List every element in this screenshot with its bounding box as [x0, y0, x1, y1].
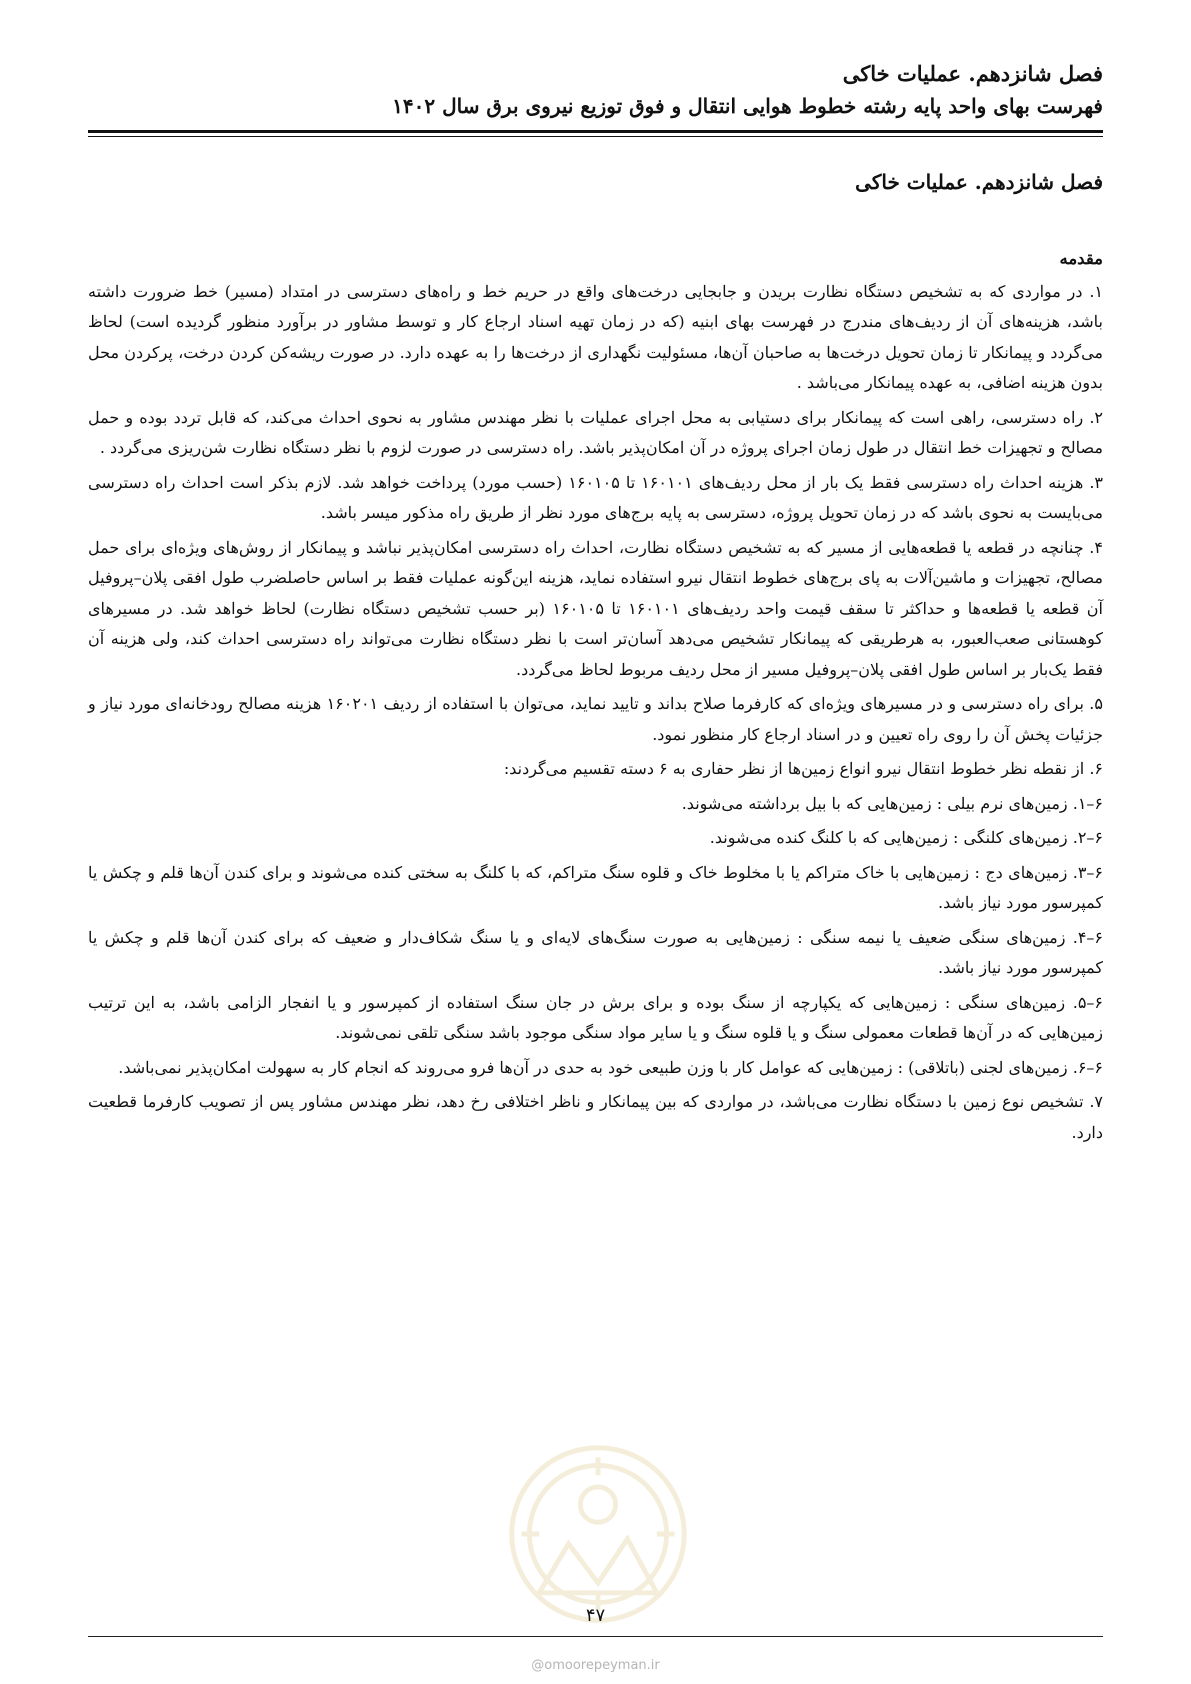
paragraph-7: ۷. تشخیص نوع زمین با دستگاه نظارت می‌باشد، در مواردی که بین پیمانکار و ناظر اختلافی رخ دهد، نظر مهندس مشاور پس از تصویب کارفرما قطعیت دارد. [88, 1092, 1104, 1142]
watermark-handle: @omoorepeyman.ir [531, 1658, 660, 1673]
watermark-seal-icon [500, 1436, 696, 1632]
paragraph-6-4: ۶–۴. زمین‌های سنگی ضعیف یا نیمه سنگی : زمین‌هایی به صورت سنگ‌های لایه‌ای و یا سنگ شکاف‌دار و ضعیف که برای کندن آن‌ها قلم و چکش یا کمپرسور مورد نیاز باشد. [88, 927, 1103, 977]
paragraph-5: ۵. برای راه دسترسی و در مسیرهای ویژه‌ای که کارفرما صلاح بداند و تایید نماید، می‌توان با استفاده از ردیف ۱۶۰۲۰۱ هزینه مصالح رودخانه‌ای مورد نیاز و جزئیات پخش آن را روی راه تعیین و در اسناد ارجاع کار منظور نمود. [88, 694, 1103, 744]
paragraph-3: ۳. هزینه احداث راه دسترسی فقط یک بار از محل ردیف‌های ۱۶۰۱۰۱ تا ۱۶۰۱۰۵ (حسب مورد) پرداخت خواهد شد. لازم بذکر است احداث راه دسترسی می‌بایست به نحوی باشد که در زمان تحویل پروژه، دسترسی به پایه برج‌های مورد نظر از طریق راه مذکور میسر باشد. [88, 472, 1103, 522]
paragraph-6-6: ۶–۶. زمین‌های لجنی (باتلاقی) : زمین‌هایی که عوامل کار با وزن طبیعی خود به حدی در آن‌ها فرو می‌روند که انجام کار به سهولت امکان‌پذیر نمی‌باشد. [118, 1057, 1103, 1077]
footer-rule [88, 1636, 1103, 1637]
page-number: ۴۷ [585, 1605, 606, 1626]
paragraph-6-5: ۶–۵. زمین‌های سنگی : زمین‌هایی که یکپارچه از سنگ بوده و برای برش در جان سنگ استفاده از کمپرسور و یا انفجار الزامی باشد، به این ترتیب زمین‌هایی که در آن‌ها قطعات معمولی سنگ و یا قلوه سنگ و یا سایر مواد سنگی موجود باشد سنگی تلقی نمی‌شوند. [88, 992, 1103, 1042]
body-content [88, 244, 1103, 1152]
paragraph-6-1: ۶–۱. زمین‌های نرم بیلی : زمین‌هایی که با بیل برداشته می‌شوند. [681, 793, 1103, 813]
paragraph-4: ۴. چنانچه در قطعه یا قطعه‌هایی از مسیر که به تشخیص دستگاه نظارت، احداث راه دسترسی امکان‌پذیر نباشد و پیمانکار از روش‌های ویژه‌ای برای حمل مصالح، تجهیزات و ماشین‌آلات به پای برج‌های خطوط انتقال نیرو استفاده نماید، هزینه این‌گونه عملیات فقط بر اساس حاصلضرب طول افقی پلان–پروفیل آن قطعه یا قطعه‌ها و حداکثر تا سقف قیمت واحد ردیف‌های ۱۶۰۱۰۱ تا ۱۶۰۱۰۵ (بر حسب تشخیص دستگاه نظارت) لحاظ خواهد شد. در مسیرهای کوهستانی صعب‌العبور، به هرطریقی که پیمانکار تشخیص می‌دهد آسان‌تر است با نظر دستگاه نظارت می‌تواند راه دسترسی احداث کند، ولی هزینه آن فقط یک‌بار بر اساس طول افقی پلان–پروفیل مسیر از محل ردیف مربوط لحاظ می‌گردد. [88, 537, 1104, 679]
paragraph-2: ۲. راه دسترسی، راهی است که پیمانکار برای دستیابی به محل اجرای عملیات با نظر مهندس مشاور به نحوی احداث می‌کند، که قابل تردد بوده و حمل مصالح و تجهیزات خط انتقال در طول زمان اجرای پروژه در آن امکان‌پذیر باشد. راه دسترسی در صورت لزوم با نظر دستگاه نظارت شن‌ریزی می‌گردد . [88, 407, 1103, 457]
intro-heading: مقدمه [1059, 249, 1103, 268]
header-rule-thin [88, 136, 1103, 137]
chapter-title: فصل شانزدهم. عملیات خاکی [855, 170, 1103, 194]
page-header [88, 58, 1103, 122]
paragraph-6-3: ۶–۳. زمین‌های دج : زمین‌هایی با خاک متراکم یا با مخلوط خاک و قلوه سنگ متراکم، که با کلنگ به سختی کنده می‌شوند و برای کندن آن‌ها قلم و چکش یا کمپرسور مورد نیاز باشد. [88, 862, 1103, 912]
paragraph-6-2: ۶–۲. زمین‌های کلنگی : زمین‌هایی که با کلنگ کنده می‌شوند. [709, 828, 1103, 847]
header-rule-thick [88, 130, 1103, 133]
header-document-title: فهرست بهای واحد پایه رشته خطوط هوایی انتقال و فوق توزیع نیروی برق سال ۱۴۰۲ [392, 94, 1103, 118]
header-chapter-label: فصل شانزدهم. عملیات خاکی [842, 61, 1103, 86]
paragraph-1: ۱. در مواردی که به تشخیص دستگاه نظارت بریدن و جابجایی درخت‌های واقع در حریم خط و راه‌های دسترسی در امتداد (مسیر) خط ضرورت داشته باشد، هزینه‌های آن از ردیف‌های مندرج در فهرست بهای ابنیه (که در زمان تهیه اسناد ارجاع کار و توسط مشاور در برآورد منظور گردیده است) لحاظ می‌گردد و پیمانکار تا زمان تحویل درخت‌ها به صاحبان آن‌ها، مسئولیت نگهداری از درخت‌ها را به عهده دارد. در صورت ریشه‌کن کردن درخت، پرکردن محل بدون هزینه اضافی، به عهده پیمانکار می‌باشد . [88, 281, 1104, 392]
paragraph-6: ۶. از نقطه نظر خطوط انتقال نیرو انواع زمین‌ها از نظر حفاری به ۶ دسته تقسیم می‌گردند: [503, 759, 1103, 778]
